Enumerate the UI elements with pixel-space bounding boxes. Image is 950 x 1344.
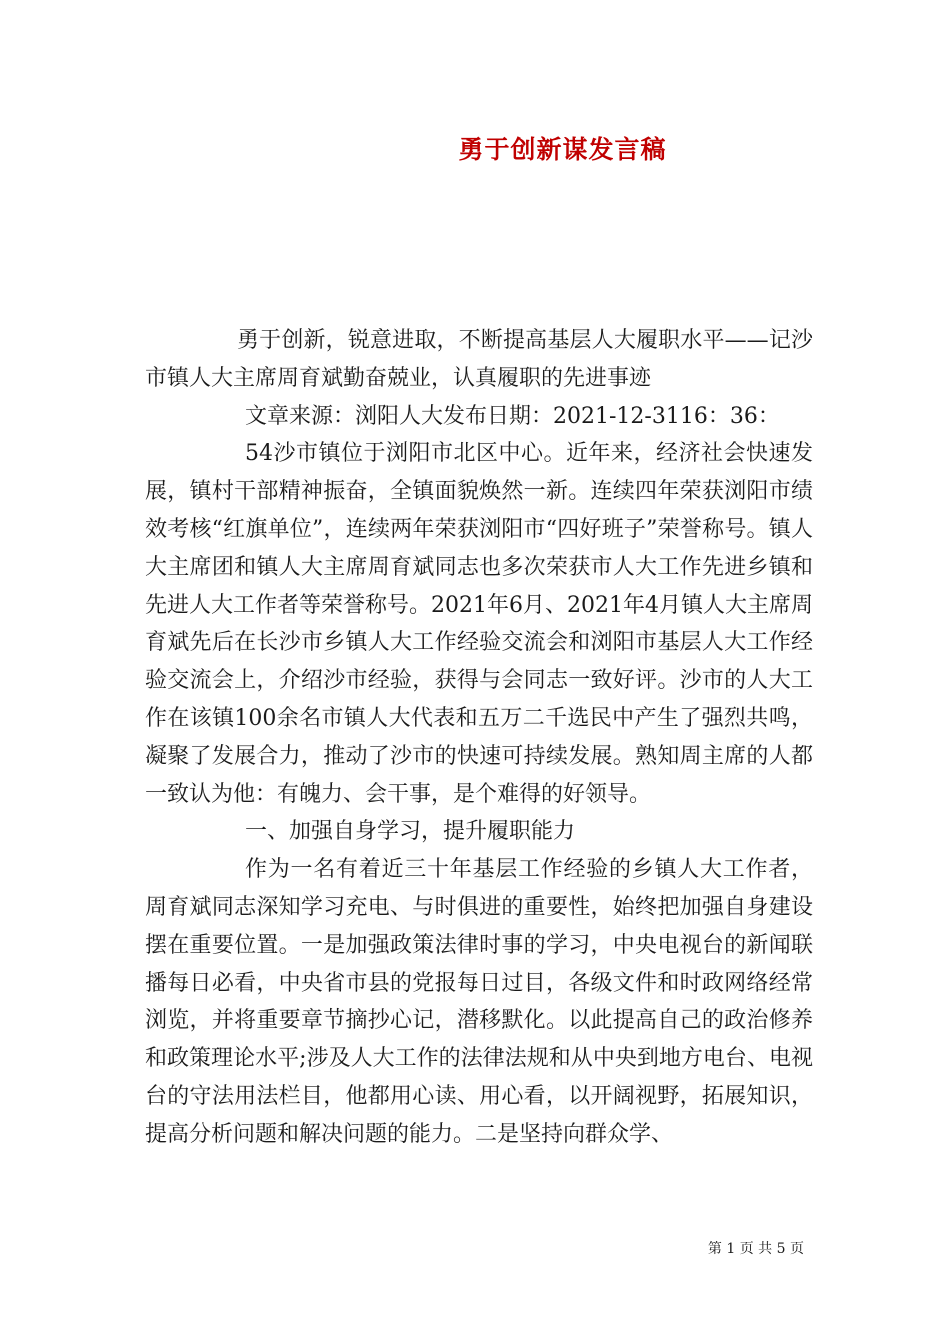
section-1-title: 一、加强自身学习，提升履职能力: [245, 819, 576, 845]
page-number-indicator: 第 1 页 共 5 页: [707, 1241, 804, 1257]
article-source-line: 文章来源：浏阳人大发布日期：2021-12-3116：36：: [245, 403, 780, 429]
body-paragraph-2: 作为一名有着近三十年基层工作经验的乡镇人大工作者，周育斌同志深知学习充电、与时俱进的重要性，始终把加强自身建设摆在重要位置。一是加强政策法律时事的学习，中央电视台的新闻联播每日必看，中央省市县的党报每日过目，各级文件和时政网络经常浏览，并将重要章节摘抄心记，潜移默化。以此提高自己的政治修养和政策理论水平;涉及人大工作的法律法规和从中央到地方电台、电视台的守法用法栏目，他都用心读、用心看，以开阔视野，拓展知识，提高分析问题和解决问题的能力。二是坚持向群众学、: [145, 857, 813, 1147]
document-title: 勇于创新谋发言稿: [458, 135, 667, 164]
article-heading: 勇于创新，锐意进取，不断提高基层人大履职水平——记沙市镇人大主席周育斌勤奋兢业，认真履职的先进事迹: [145, 328, 813, 391]
body-paragraph-1: 54沙市镇位于浏阳市北区中心。近年来，经济社会快速发展，镇村干部精神振奋，全镇面貌焕然一新。连续四年荣获浏阳市绩效考核“红旗单位”，连续两年荣获浏阳市“四好班子”荣誉称号。镇人大主席团和镇人大主席周育斌同志也多次荣获市人大工作先进乡镇和先进人大工作者等荣誉称号。2021年6月、2021年4月镇人大主席周育斌先后在长沙市乡镇人大工作经验交流会和浏阳市基层人大工作经验交流会上，介绍沙市经验，获得与会同志一致好评。沙市的人大工作在该镇100余名市镇人大代表和五万二千选民中产生了强烈共鸣，凝聚了发展合力，推动了沙市的快速可持续发展。熟知周主席的人都一致认为他：有魄力、会干事，是个难得的好领导。: [145, 441, 813, 807]
document-body: [145, 322, 813, 1154]
